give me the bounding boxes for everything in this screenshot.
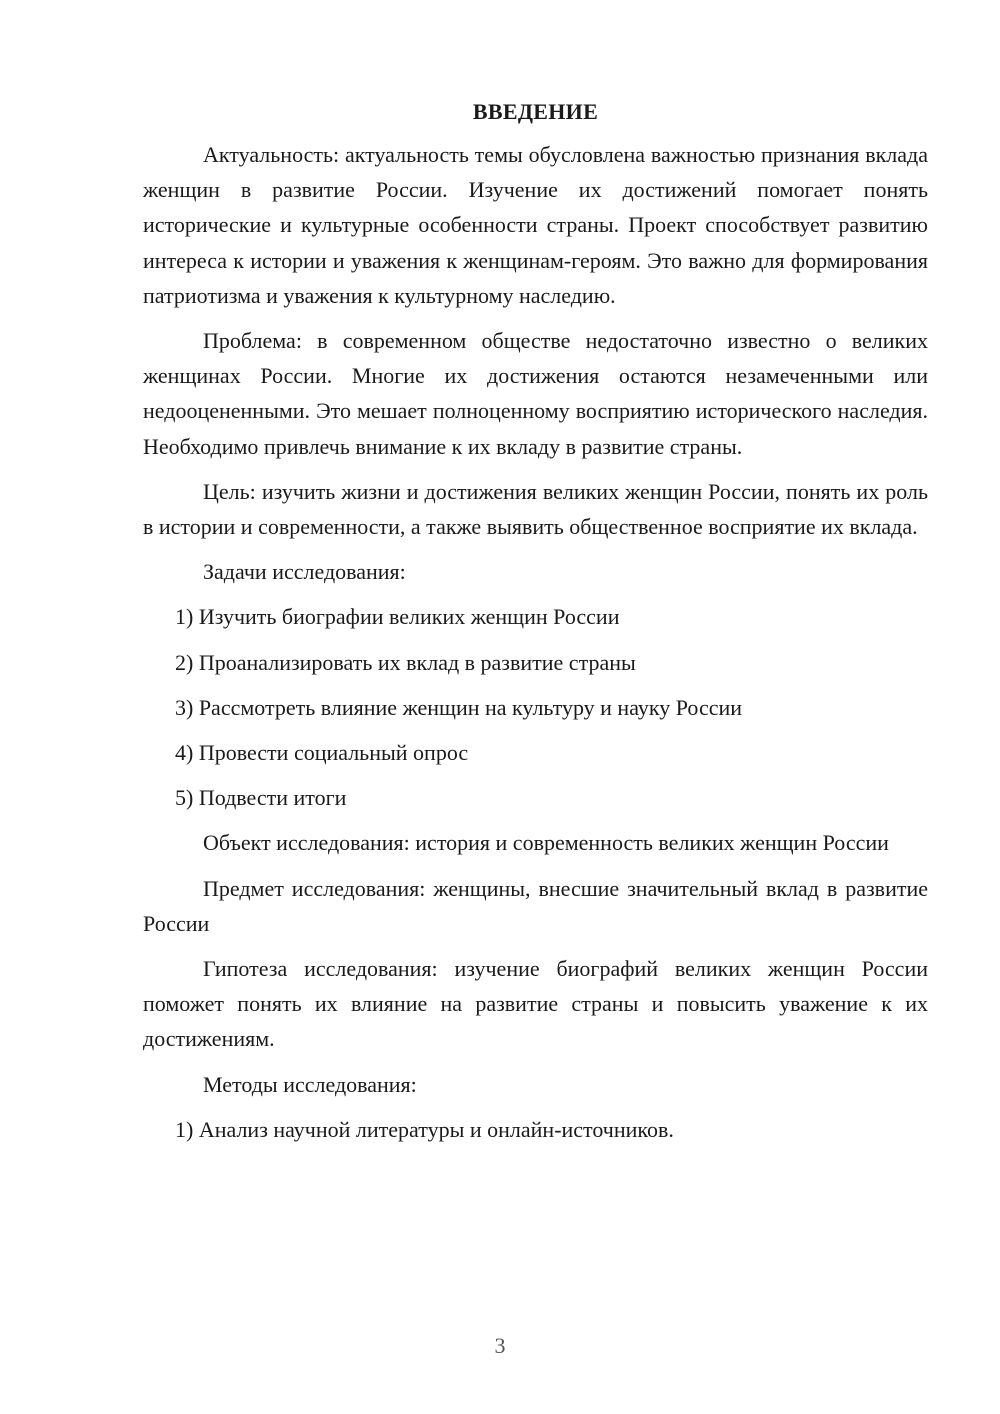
task-item: 2) Проанализировать их вклад в развитие страны	[175, 649, 636, 675]
relevance-paragraph: Актуальность: актуальность темы обусловлена важностью признания вклада женщин в развитие России. Изучение их достижений помогает понять исторические и культурные особенности страны. Проект способствует развитию интереса к истории и уважения к женщинам-героям. Это важно для формирования патриотизма и уважения к культурному наследию.	[143, 142, 928, 308]
task-item: 5) Подвести итоги	[175, 785, 347, 811]
tasks-list	[143, 599, 928, 815]
page-number: 3	[494, 1333, 506, 1358]
object-paragraph: Объект исследования: история и современность великих женщин России	[203, 830, 889, 856]
hypothesis-paragraph: Гипотеза исследования: изучение биографий великих женщин России поможет понять их влияние на развитие страны и повысить уважение к их достижениям.	[143, 956, 928, 1052]
task-item: 1) Изучить биографии великих женщин России	[175, 604, 620, 630]
goal-paragraph: Цель: изучить жизни и достижения великих женщин России, понять их роль в истории и современности, а также выявить общественное восприятие их вклада.	[143, 478, 928, 540]
task-item: 4) Провести социальный опрос	[175, 740, 469, 766]
section-heading: ВВЕДЕНИЕ	[472, 99, 599, 124]
problem-paragraph: Проблема: в современном обществе недостаточно известно о великих женщинах России. Многие их достижения остаются незамеченными или недооцененными. Это мешает полноценному восприятию исторического наследия. Необходимо привлечь внимание к их вкладу в развитие страны.	[143, 328, 928, 459]
task-item: 3) Рассмотреть влияние женщин на культуру и науку России	[175, 694, 743, 720]
subject-paragraph: Предмет исследования: женщины, внесшие значительный вклад в развитие России	[143, 875, 928, 936]
method-item: 1) Анализ научной литературы и онлайн-источников.	[175, 1116, 674, 1142]
methods-list	[143, 1112, 928, 1147]
methods-title: Методы исследования:	[203, 1071, 417, 1097]
tasks-title: Задачи исследования:	[203, 559, 406, 585]
document-page	[143, 94, 928, 1157]
